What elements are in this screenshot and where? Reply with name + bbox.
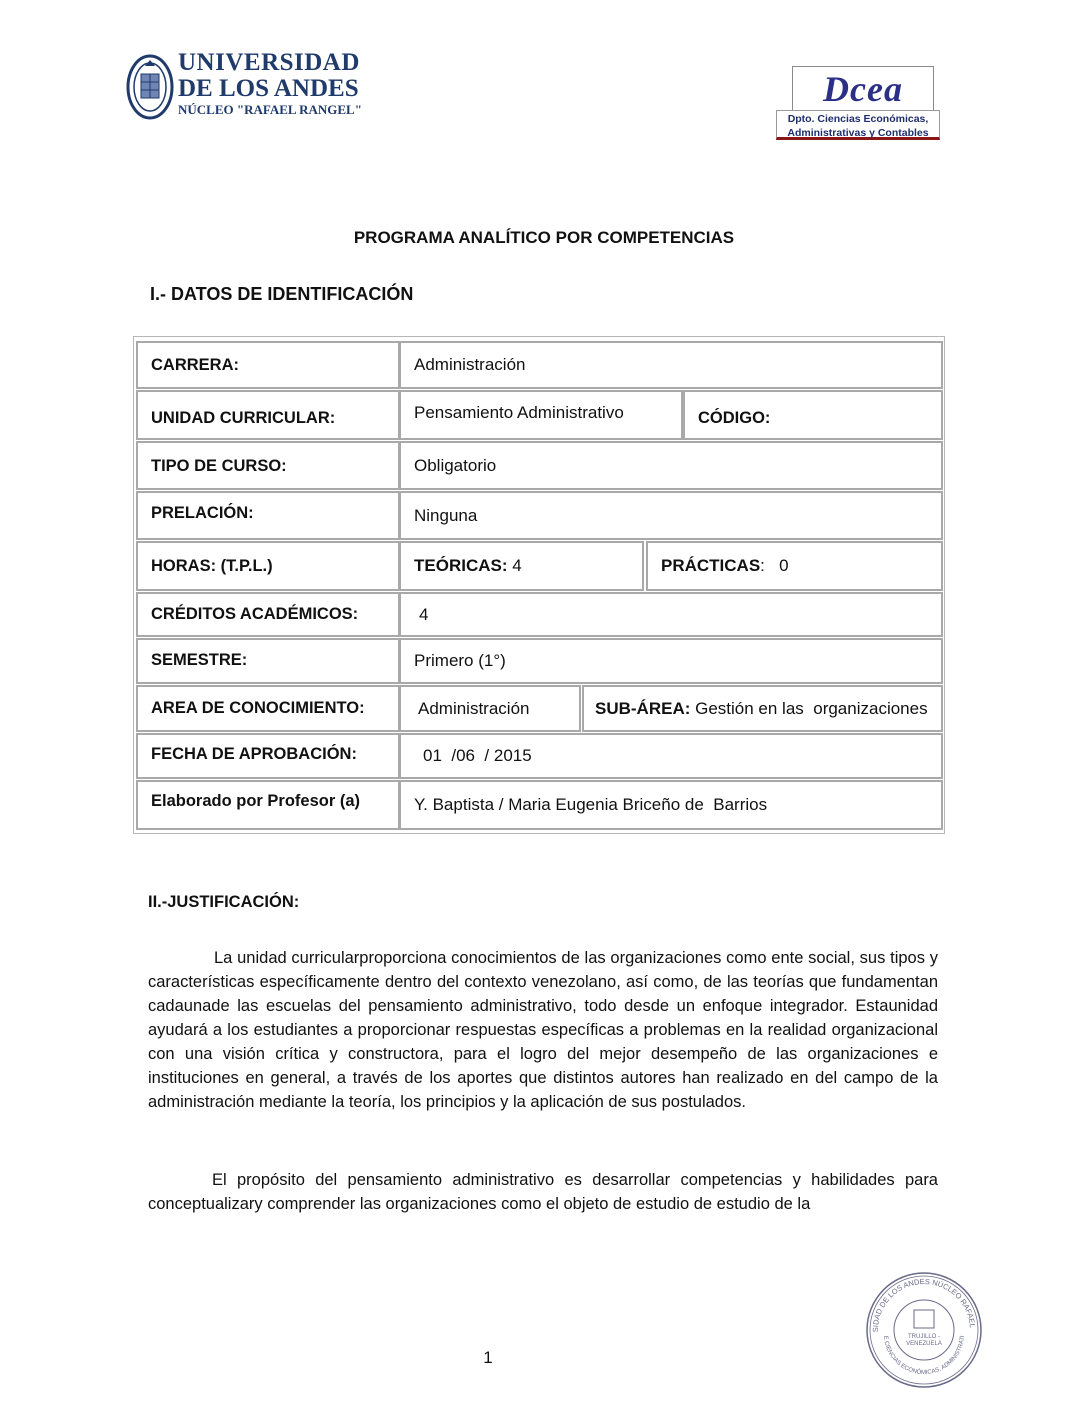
department-logo-title: Dcea bbox=[823, 69, 903, 109]
department-subtitle-line1: Dpto. Ciencias Económicas, bbox=[787, 113, 929, 125]
label-elaborado-por: Elaborado por Profesor (a) bbox=[136, 780, 400, 830]
university-logo bbox=[126, 49, 362, 125]
value-semestre: Primero (1°) bbox=[399, 638, 943, 684]
value-fecha-aprobacion: 01 /06 / 2015 bbox=[399, 733, 943, 779]
department-logo-box bbox=[792, 66, 934, 112]
identification-table bbox=[133, 336, 945, 834]
value-carrera: Administración bbox=[399, 341, 943, 389]
value-elaborado-por: Y. Baptista / Maria Eugenia Briceño de Barrios bbox=[399, 780, 943, 830]
label-unidad-curricular: UNIDAD CURRICULAR: bbox=[136, 390, 400, 440]
stamp-inner-text: E CIENCIAS ECONÓMICAS, ADMINISTRATI bbox=[882, 1335, 966, 1377]
label-teoricas: TEÓRICAS: bbox=[414, 556, 508, 575]
teoricas-hours: 4 bbox=[507, 556, 522, 575]
justificacion-paragraph-1: La unidad curricularproporciona conocimientos de las organizaciones como ente social, sus tipos y características específicamente dentro del contexto venezolano, así como, de las teorías que fundamentan cadaunade las escuelas del pensamiento administrativo, todo desde un enfoque integrador. Estaunidad ayudará a los estudiantes a proporcionar respuestas específicas a problemas en la realidad organizacional con una visión crítica y constructora, para el logro del mejor desempeño de las organizaciones e instituciones en general, a través de los aportes que distintos autores han realizado en del campo de la administración mediante la teoría, los principios y la aplicación de sus postulados. bbox=[148, 949, 938, 1111]
stamp-seal-icon bbox=[864, 1270, 984, 1390]
value-sub-area bbox=[582, 685, 943, 732]
value-area-conocimiento: Administración bbox=[399, 685, 581, 732]
section-heading-identification: I.- DATOS DE IDENTIFICACIÓN bbox=[150, 284, 414, 304]
value-creditos: 4 bbox=[399, 592, 943, 637]
value-teoricas bbox=[399, 541, 644, 591]
value-prelacion: Ninguna bbox=[399, 491, 943, 540]
university-name-line1: UNIVERSIDAD bbox=[178, 49, 360, 76]
label-practicas: PRÁCTICAS bbox=[661, 556, 761, 575]
label-area-conocimiento: AREA DE CONOCIMIENTO: bbox=[136, 685, 400, 732]
label-carrera: CARRERA: bbox=[136, 341, 400, 389]
document-title: PROGRAMA ANALÍTICO POR COMPETENCIAS bbox=[353, 228, 735, 247]
value-practicas bbox=[646, 541, 943, 591]
page-number: 1 bbox=[483, 1348, 493, 1367]
justificacion-paragraph-2: El propósito del pensamiento administrativo es desarrollar competencias y habilidades para conceptualizary comprender las organizaciones como el objeto de estudio de estudio de la bbox=[148, 1171, 938, 1213]
department-stamp bbox=[864, 1270, 984, 1390]
stamp-center-line1: TRUJILLO - bbox=[907, 1334, 941, 1340]
label-creditos: CRÉDITOS ACADÉMICOS: bbox=[136, 592, 400, 637]
section-heading-justificacion: II.-JUSTIFICACIÓN: bbox=[148, 893, 300, 911]
label-fecha-aprobacion: FECHA DE APROBACIÓN: bbox=[136, 733, 400, 779]
label-horas: HORAS: (T.P.L.) bbox=[136, 541, 400, 591]
university-seal-icon bbox=[126, 54, 174, 120]
university-name-line2: DE LOS ANDES bbox=[178, 75, 359, 102]
label-codigo: CÓDIGO: bbox=[683, 390, 943, 440]
stamp-outer-text: SIDAD DE LOS ANDES NÚCLEO RAFAEL bbox=[870, 1276, 977, 1333]
label-sub-area: SUB-ÁREA: bbox=[595, 698, 691, 718]
value-tipo-de-curso: Obligatorio bbox=[399, 441, 943, 490]
department-logo-subtitle bbox=[776, 110, 940, 140]
university-campus-name: NÚCLEO "RAFAEL RANGEL" bbox=[178, 102, 362, 117]
sub-area-text: Gestión en las organizaciones bbox=[690, 698, 928, 718]
practicas-hours: : 0 bbox=[760, 556, 789, 575]
label-prelacion: PRELACIÓN: bbox=[136, 491, 400, 540]
department-logo bbox=[776, 66, 940, 144]
label-tipo-de-curso: TIPO DE CURSO: bbox=[136, 441, 400, 490]
stamp-center-line2: VENEZUELA bbox=[906, 1341, 942, 1347]
label-semestre: SEMESTRE: bbox=[136, 638, 400, 684]
department-subtitle-line2: Administrativas y Contables bbox=[787, 127, 929, 139]
value-unidad-curricular: Pensamiento Administrativo bbox=[399, 390, 683, 440]
